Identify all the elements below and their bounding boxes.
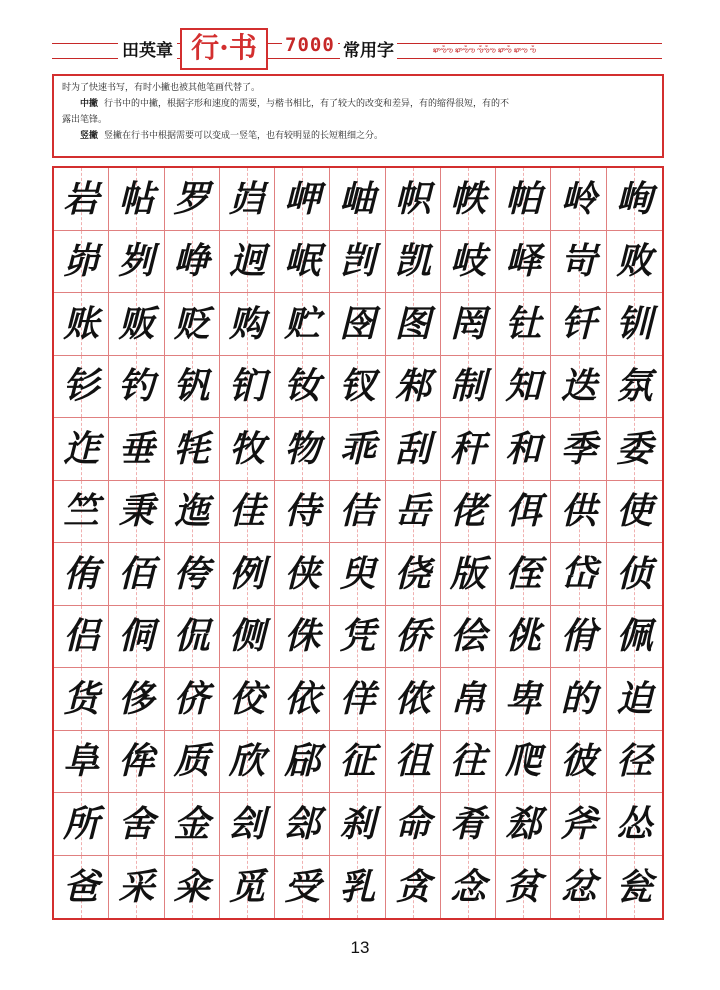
calligraphy-character: 帙 xyxy=(450,177,487,220)
calligraphy-character: 质 xyxy=(173,740,210,783)
grid-cell xyxy=(220,668,275,731)
logo-text: 行·书 xyxy=(191,31,257,64)
calligraphy-character: 佼 xyxy=(228,677,265,720)
grid-cell xyxy=(109,793,164,856)
calligraphy-character: 侨 xyxy=(394,615,431,658)
calligraphy-character: 佻 xyxy=(505,615,542,658)
grid-cell xyxy=(386,231,441,294)
grid-cell xyxy=(386,168,441,231)
calligraphy-character: 佬 xyxy=(450,490,487,533)
grid-cell xyxy=(54,481,109,544)
grid-cell xyxy=(386,543,441,606)
practice-grid-frame xyxy=(52,166,664,920)
calligraphy-character: 钏 xyxy=(616,302,653,345)
calligraphy-character: 和 xyxy=(505,427,542,470)
calligraphy-character: 竺 xyxy=(63,490,100,533)
grid-cell xyxy=(551,668,606,731)
calligraphy-character: 乳 xyxy=(339,865,376,908)
grid-cell xyxy=(386,606,441,669)
grid-cell xyxy=(441,293,496,356)
calligraphy-character: 侥 xyxy=(394,552,431,595)
calligraphy-character: 刮 xyxy=(394,427,431,470)
grid-cell xyxy=(330,356,385,419)
calligraphy-character: 刹 xyxy=(339,802,376,845)
grid-cell xyxy=(330,606,385,669)
grid-cell xyxy=(441,418,496,481)
calligraphy-character: 剀 xyxy=(339,240,376,283)
grid-cell xyxy=(220,606,275,669)
calligraphy-character: 觅 xyxy=(228,865,265,908)
calligraphy-character: 图 xyxy=(394,302,431,345)
grid-cell xyxy=(496,293,551,356)
calligraphy-character: 郐 xyxy=(284,802,321,845)
grid-cell xyxy=(54,606,109,669)
calligraphy-character: 采 xyxy=(118,865,155,908)
calligraphy-character: 所 xyxy=(63,802,100,845)
grid-cell xyxy=(551,231,606,294)
grid-cell xyxy=(109,231,164,294)
calligraphy-character: 知 xyxy=(505,365,542,408)
calligraphy-character: 侉 xyxy=(173,552,210,595)
calligraphy-character: 侏 xyxy=(284,615,321,658)
grid-cell xyxy=(275,231,330,294)
calligraphy-character: 牦 xyxy=(173,427,210,470)
grid-cell xyxy=(330,481,385,544)
grid-cell xyxy=(551,418,606,481)
calligraphy-character: 的 xyxy=(560,677,597,720)
calligraphy-character: 钗 xyxy=(339,365,376,408)
calligraphy-character: 径 xyxy=(616,740,653,783)
grid-cell xyxy=(330,731,385,794)
grid-cell xyxy=(165,606,220,669)
calligraphy-character: 岭 xyxy=(560,177,597,220)
calligraphy-character: 刿 xyxy=(118,240,155,283)
grid-cell xyxy=(441,793,496,856)
grid-cell xyxy=(551,793,606,856)
calligraphy-character: 峄 xyxy=(505,240,542,283)
grid-cell xyxy=(165,856,220,919)
grid-cell xyxy=(165,668,220,731)
grid-cell xyxy=(330,668,385,731)
grid-cell xyxy=(54,856,109,919)
grid-cell xyxy=(109,668,164,731)
calligraphy-character: 迫 xyxy=(616,677,653,720)
grid-cell xyxy=(607,543,662,606)
grid-cell xyxy=(496,418,551,481)
grid-cell xyxy=(275,418,330,481)
character-count: 7000 xyxy=(282,34,338,56)
grid-cell xyxy=(330,231,385,294)
calligraphy-character: 帕 xyxy=(505,177,542,220)
calligraphy-character: 侩 xyxy=(450,615,487,658)
calligraphy-character: 钐 xyxy=(63,365,100,408)
calligraphy-character: 峁 xyxy=(63,240,100,283)
calligraphy-character: 卑 xyxy=(505,677,542,720)
grid-cell xyxy=(220,543,275,606)
calligraphy-character: 籴 xyxy=(173,865,210,908)
calligraphy-character: 峥 xyxy=(173,240,210,283)
grid-cell xyxy=(607,231,662,294)
stroke-term: 中撇 xyxy=(80,99,99,109)
calligraphy-character: 臾 xyxy=(339,552,376,595)
calligraphy-character: 季 xyxy=(560,427,597,470)
calligraphy-character: 迤 xyxy=(173,490,210,533)
practice-grid xyxy=(54,168,662,918)
calligraphy-character: 供 xyxy=(560,490,597,533)
grid-cell xyxy=(109,481,164,544)
calligraphy-character: 岐 xyxy=(450,240,487,283)
grid-cell xyxy=(386,668,441,731)
grid-cell xyxy=(441,731,496,794)
grid-cell xyxy=(386,293,441,356)
calligraphy-character: 侬 xyxy=(394,677,431,720)
grid-cell xyxy=(275,543,330,606)
calligraphy-character: 侣 xyxy=(63,615,100,658)
calligraphy-character: 贪 xyxy=(394,865,431,908)
calligraphy-character: 峋 xyxy=(616,177,653,220)
calligraphy-character: 欣 xyxy=(228,740,265,783)
calligraphy-character: 金 xyxy=(173,802,210,845)
grid-cell xyxy=(330,168,385,231)
grid-cell xyxy=(109,543,164,606)
calligraphy-character: 岬 xyxy=(284,177,321,220)
grid-cell xyxy=(496,481,551,544)
calligraphy-character: 佶 xyxy=(339,490,376,533)
grid-cell xyxy=(275,856,330,919)
grid-cell xyxy=(607,481,662,544)
grid-cell xyxy=(165,168,220,231)
instruction-line xyxy=(62,128,654,144)
calligraphy-character: 郈 xyxy=(284,740,321,783)
calligraphy-character: 岷 xyxy=(284,240,321,283)
grid-cell xyxy=(275,731,330,794)
grid-cell xyxy=(109,293,164,356)
grid-cell xyxy=(607,668,662,731)
calligraphy-character: 败 xyxy=(616,240,653,283)
grid-cell xyxy=(109,731,164,794)
grid-cell xyxy=(386,418,441,481)
grid-cell xyxy=(54,543,109,606)
calligraphy-character: 佩 xyxy=(616,615,653,658)
grid-cell xyxy=(607,293,662,356)
calligraphy-character: 征 xyxy=(339,740,376,783)
grid-cell xyxy=(54,356,109,419)
grid-cell xyxy=(330,856,385,919)
calligraphy-character: 侔 xyxy=(118,740,155,783)
calligraphy-character: 舍 xyxy=(118,802,155,845)
calligraphy-character: 货 xyxy=(63,677,100,720)
calligraphy-character: 佴 xyxy=(505,490,542,533)
calligraphy-character: 佰 xyxy=(118,552,155,595)
grid-cell xyxy=(607,606,662,669)
calligraphy-character: 钓 xyxy=(118,365,155,408)
grid-cell xyxy=(441,356,496,419)
grid-cell xyxy=(165,293,220,356)
calligraphy-character: 岢 xyxy=(560,240,597,283)
calligraphy-character: 乖 xyxy=(339,427,376,470)
header-fine-print: ఖాఌఀఌ ఖాఌఀఌ ఌఀఌఀఌ ఖాఌఀ ఖాఌ ఌఀ xyxy=(430,46,539,56)
grid-cell xyxy=(330,793,385,856)
grid-cell xyxy=(496,356,551,419)
grid-cell xyxy=(275,793,330,856)
grid-cell xyxy=(386,856,441,919)
grid-cell xyxy=(109,856,164,919)
grid-cell xyxy=(607,418,662,481)
grid-cell xyxy=(109,356,164,419)
grid-cell xyxy=(165,356,220,419)
calligraphy-character: 委 xyxy=(616,427,653,470)
calligraphy-character: 秉 xyxy=(118,490,155,533)
instruction-text: 行书中的中撇，根据字形和速度的需要，与楷书相比，有了较大的改变和差异，有的缩得很短，有的不 xyxy=(104,99,510,109)
calligraphy-character: 佳 xyxy=(228,490,265,533)
calligraphy-character: 帛 xyxy=(450,677,487,720)
grid-cell xyxy=(220,793,275,856)
grid-cell xyxy=(165,543,220,606)
grid-cell xyxy=(54,293,109,356)
grid-cell xyxy=(607,731,662,794)
grid-cell xyxy=(330,293,385,356)
grid-cell xyxy=(220,231,275,294)
calligraphy-character: 秆 xyxy=(450,427,487,470)
calligraphy-character: 爬 xyxy=(505,740,542,783)
calligraphy-character: 侍 xyxy=(284,490,321,533)
grid-cell xyxy=(275,606,330,669)
grid-cell xyxy=(109,168,164,231)
instruction-text: 露出笔锋。 xyxy=(62,115,108,125)
grid-cell xyxy=(496,731,551,794)
calligraphy-character: 物 xyxy=(284,427,321,470)
calligraphy-character: 贮 xyxy=(284,302,321,345)
grid-cell xyxy=(54,231,109,294)
calligraphy-character: 帖 xyxy=(118,177,155,220)
calligraphy-character: 贬 xyxy=(173,302,210,345)
calligraphy-character: 侄 xyxy=(505,552,542,595)
calligraphy-character: 牧 xyxy=(228,427,265,470)
grid-cell xyxy=(551,168,606,231)
grid-cell xyxy=(165,418,220,481)
calligraphy-character: 侗 xyxy=(118,615,155,658)
grid-cell xyxy=(551,356,606,419)
calligraphy-character: 怂 xyxy=(616,802,653,845)
grid-cell xyxy=(607,356,662,419)
grid-cell xyxy=(275,356,330,419)
grid-cell xyxy=(496,856,551,919)
author-name: 田英章 xyxy=(118,36,177,61)
instruction-line xyxy=(62,80,654,96)
calligraphy-character: 版 xyxy=(450,552,487,595)
calligraphy-character: 岿 xyxy=(228,177,265,220)
calligraphy-character: 囹 xyxy=(339,302,376,345)
grid-cell xyxy=(386,356,441,419)
calligraphy-character: 徂 xyxy=(394,740,431,783)
grid-cell xyxy=(275,293,330,356)
calligraphy-character: 斧 xyxy=(560,802,597,845)
calligraphy-character: 侃 xyxy=(173,615,210,658)
calligraphy-character: 购 xyxy=(228,302,265,345)
calligraphy-character: 罔 xyxy=(450,302,487,345)
calligraphy-character: 凯 xyxy=(394,240,431,283)
calligraphy-character: 岱 xyxy=(560,552,597,595)
grid-cell xyxy=(607,793,662,856)
calligraphy-character: 迮 xyxy=(63,427,100,470)
calligraphy-character: 迥 xyxy=(228,240,265,283)
calligraphy-character: 郄 xyxy=(505,802,542,845)
calligraphy-character: 侪 xyxy=(173,677,210,720)
calligraphy-character: 忿 xyxy=(560,865,597,908)
calligraphy-character: 帜 xyxy=(394,177,431,220)
calligraphy-character: 肴 xyxy=(450,802,487,845)
calligraphy-character: 迭 xyxy=(560,365,597,408)
calligraphy-character: 彼 xyxy=(560,740,597,783)
grid-cell xyxy=(54,793,109,856)
calligraphy-character: 邾 xyxy=(394,365,431,408)
calligraphy-character: 氛 xyxy=(616,365,653,408)
calligraphy-character: 刽 xyxy=(228,802,265,845)
grid-cell xyxy=(330,418,385,481)
grid-cell xyxy=(551,543,606,606)
calligraphy-character: 侑 xyxy=(63,552,100,595)
calligraphy-character: 侈 xyxy=(118,677,155,720)
grid-cell xyxy=(496,168,551,231)
stroke-term: 竖撇 xyxy=(80,131,99,141)
grid-cell xyxy=(386,793,441,856)
grid-cell xyxy=(551,606,606,669)
book-logo xyxy=(180,28,268,70)
grid-cell xyxy=(220,731,275,794)
calligraphy-character: 佯 xyxy=(339,677,376,720)
calligraphy-character: 侠 xyxy=(284,552,321,595)
grid-cell xyxy=(441,168,496,231)
calligraphy-character: 罗 xyxy=(173,177,210,220)
calligraphy-character: 命 xyxy=(394,802,431,845)
calligraphy-character: 钕 xyxy=(284,365,321,408)
page-header xyxy=(0,0,720,72)
page-number: 13 xyxy=(350,938,370,957)
grid-cell xyxy=(220,293,275,356)
calligraphy-character: 账 xyxy=(63,302,100,345)
grid-cell xyxy=(607,168,662,231)
grid-cell xyxy=(109,418,164,481)
calligraphy-character: 例 xyxy=(228,552,265,595)
calligraphy-character: 往 xyxy=(450,740,487,783)
calligraphy-character: 侦 xyxy=(616,552,653,595)
calligraphy-character: 阜 xyxy=(63,740,100,783)
calligraphy-character: 制 xyxy=(450,365,487,408)
grid-cell xyxy=(441,543,496,606)
grid-cell xyxy=(220,418,275,481)
instruction-line xyxy=(62,112,654,128)
grid-cell xyxy=(54,731,109,794)
calligraphy-character: 贩 xyxy=(118,302,155,345)
grid-cell xyxy=(441,856,496,919)
instruction-box xyxy=(52,74,664,158)
grid-cell xyxy=(441,231,496,294)
calligraphy-character: 受 xyxy=(284,865,321,908)
grid-cell xyxy=(54,418,109,481)
grid-cell xyxy=(607,856,662,919)
calligraphy-character: 钎 xyxy=(560,302,597,345)
calligraphy-character: 岳 xyxy=(394,490,431,533)
calligraphy-character: 瓮 xyxy=(616,865,653,908)
grid-cell xyxy=(386,731,441,794)
grid-cell xyxy=(275,481,330,544)
calligraphy-character: 钔 xyxy=(228,365,265,408)
calligraphy-character: 垂 xyxy=(118,427,155,470)
calligraphy-character: 依 xyxy=(284,677,321,720)
grid-cell xyxy=(220,481,275,544)
grid-cell xyxy=(220,356,275,419)
grid-cell xyxy=(551,293,606,356)
calligraphy-character: 岩 xyxy=(63,177,100,220)
grid-cell xyxy=(496,231,551,294)
calligraphy-character: 贫 xyxy=(505,865,542,908)
book-title: 常用字 xyxy=(340,36,397,61)
grid-cell xyxy=(220,856,275,919)
grid-cell xyxy=(386,481,441,544)
calligraphy-character: 使 xyxy=(616,490,653,533)
grid-cell xyxy=(275,668,330,731)
instruction-text: 时为了快速书写，有时小撇也被其他笔画代替了。 xyxy=(62,83,261,93)
calligraphy-character: 钍 xyxy=(505,302,542,345)
grid-cell xyxy=(551,856,606,919)
calligraphy-character: 岫 xyxy=(339,177,376,220)
grid-cell xyxy=(496,543,551,606)
calligraphy-character: 钒 xyxy=(173,365,210,408)
calligraphy-character: 凭 xyxy=(339,615,376,658)
grid-cell xyxy=(54,168,109,231)
grid-cell xyxy=(496,668,551,731)
calligraphy-character: 念 xyxy=(450,865,487,908)
grid-cell xyxy=(441,606,496,669)
grid-cell xyxy=(165,793,220,856)
grid-cell xyxy=(54,668,109,731)
instruction-text: 竖撇在行书中根据需要可以变成一竖笔，也有较明显的长短粗细之分。 xyxy=(104,131,384,141)
grid-cell xyxy=(551,481,606,544)
grid-cell xyxy=(220,168,275,231)
grid-cell xyxy=(275,168,330,231)
calligraphy-character: 佾 xyxy=(560,615,597,658)
instruction-line xyxy=(62,96,654,112)
grid-cell xyxy=(330,543,385,606)
calligraphy-character: 侧 xyxy=(228,615,265,658)
grid-cell xyxy=(441,668,496,731)
grid-cell xyxy=(551,731,606,794)
grid-cell xyxy=(165,231,220,294)
grid-cell xyxy=(165,731,220,794)
grid-cell xyxy=(496,793,551,856)
grid-cell xyxy=(441,481,496,544)
grid-cell xyxy=(496,606,551,669)
grid-cell xyxy=(165,481,220,544)
grid-cell xyxy=(109,606,164,669)
calligraphy-character: 爸 xyxy=(63,865,100,908)
